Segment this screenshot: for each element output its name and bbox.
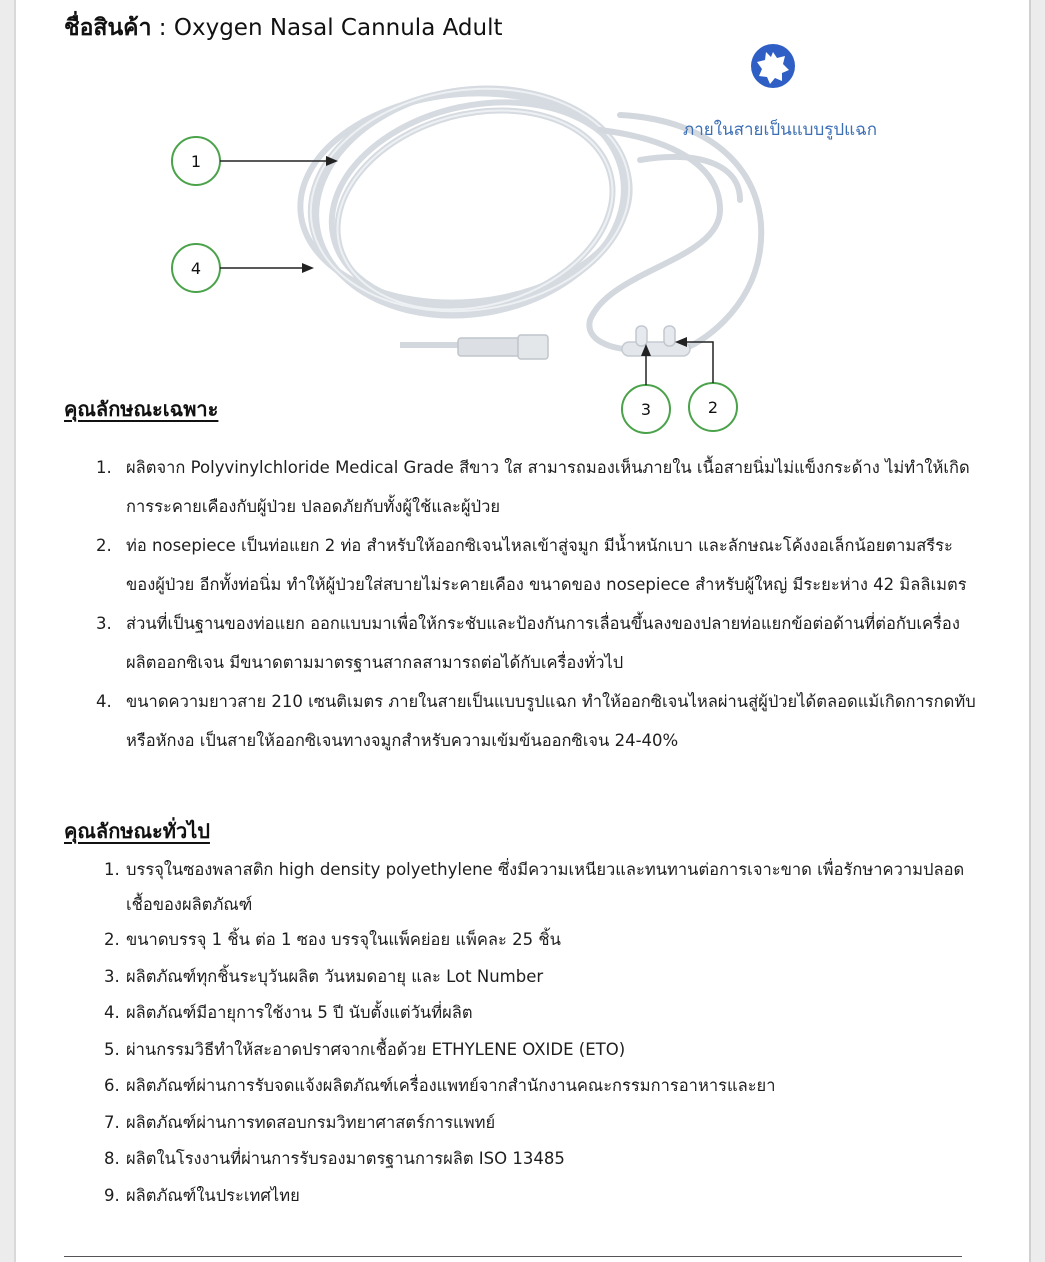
list-item [104,959,974,996]
list-item [104,1105,974,1142]
list-item [104,1032,974,1069]
callout-2-label: 2 [707,398,719,417]
oxygen-connector [400,335,548,359]
item-text: ผลิตในโรงงานที่ผ่านการรับรองมาตรฐานการผลิต ISO 13485 [126,1149,565,1168]
callout-3-label: 3 [640,400,652,419]
item-number: 5. [104,1039,120,1059]
list-item [96,682,976,760]
list-item [104,1068,974,1105]
title-separator: : [151,15,174,41]
item-text: ผลิตภัณฑ์ในประเทศไทย [126,1185,300,1205]
bottom-divider [64,1256,962,1257]
item-number: 1. [96,458,112,477]
callout-1-label: 1 [190,152,202,171]
item-number: 9. [104,1185,120,1205]
item-number: 6. [104,1076,120,1095]
item-number: 3. [104,966,120,986]
list-item [104,995,974,1032]
tubing-coil-highlight [296,69,644,339]
list-item [104,922,974,959]
list-item [104,1178,974,1215]
product-name: Oxygen Nasal Cannula Adult [173,15,503,41]
star-lumen-icon [751,44,795,88]
general-heading: คุณลักษณะทั่วไป [64,819,210,843]
title-label: ชื่อสินค้า [64,15,152,41]
item-text: ขนาดความยาวสาย 210 เซนติเมตร ภายในสายเป็นแบบรูปแฉก ทำให้ออกซิเจนไหลผ่านสู่ผู้ป่วยได้ตลอดแม้เกิดการกดทับหรือหักงอ เป็นสายให้ออกซิเจนทางจมูกสำหรับความเข้มข้นออกซิเจน 24-40% [126,692,976,750]
item-number: 2. [96,536,112,555]
item-text: บรรจุในซองพลาสติก high density polyethylene ซึ่งมีความเหนียวและทนทานต่อการเจาะขาด เพื่อรักษาความปลอดเชื้อของผลิตภัณฑ์ [126,860,965,914]
list-item [96,448,976,526]
item-text: ผ่านกรรมวิธีทำให้สะอาดปราศจากเชื้อด้วย ETHYLENE OXIDE (ETO) [126,1039,626,1059]
item-text: ผลิตภัณฑ์ผ่านการรับจดแจ้งผลิตภัณฑ์เครื่องแพทย์จากสำนักงานคณะกรรมการอาหารและยา [126,1076,776,1095]
item-text: ผลิตภัณฑ์ผ่านการทดสอบกรมวิทยาศาสตร์การแพทย์ [126,1112,496,1132]
item-number: 2. [104,930,120,949]
list-item [104,1141,974,1178]
callout-3 [622,344,670,433]
item-text: ผลิตภัณฑ์ทุกชิ้นระบุวันผลิต วันหมดอายุ และ Lot Number [126,966,544,986]
item-number: 7. [104,1112,120,1132]
item-number: 8. [104,1149,120,1168]
specific-list [96,448,976,760]
cannula-figure [0,0,1045,440]
specific-heading: คุณลักษณะเฉพาะ [64,397,219,421]
list-item [96,604,976,682]
item-text: ขนาดบรรจุ 1 ชิ้น ต่อ 1 ซอง บรรจุในแพ็คย่อย แพ็คละ 25 ชิ้น [126,930,561,949]
list-item [96,526,976,604]
item-number: 4. [104,1003,120,1022]
item-text: ท่อ nosepiece เป็นท่อแยก 2 ท่อ สำหรับให้ออกซิเจนไหลเข้าสู่จมูก มีน้ำหนักเบา และลักษณะโค้งงอเล็กน้อยตามสรีระของผู้ป่วย อีกทั้งท่อนิ่ม ทำให้ผู้ป่วยใส่สบายไม่ระคายเคือง ขนาดของ nosepiece สำหรับผู้ใหญ่ มีระยะห่าง 42 มิลลิเมตร [126,536,967,594]
item-number: 3. [96,614,112,633]
callout-4-label: 4 [190,259,202,278]
item-number: 4. [96,692,112,711]
tubing-coil [292,65,648,339]
lumen-caption: ภายในสายเป็นแบบรูปแฉก [682,120,878,140]
item-text: ผลิตจาก Polyvinylchloride Medical Grade สีขาว ใส สามารถมองเห็นภายใน เนื้อสายนิ่มไม่แข็งกระด้าง ไม่ทำให้เกิดการระคายเคืองกับผู้ป่วย ปลอดภัยกับทั้งผู้ใช้และผู้ป่วย [126,458,970,516]
general-list [104,852,974,1214]
item-number: 1. [104,860,120,879]
item-text: ส่วนที่เป็นฐานของท่อแยก ออกแบบมาเพื่อให้กระชับและป้องกันการเลื่อนขึ้นลงของปลายท่อแยกข้อต่อด้านที่ต่อกับเครื่องผลิตออกซิเจน มีขนาดตามมาตรฐานสากลสามารถต่อได้กับเครื่องทั่วไป [126,614,960,672]
item-text: ผลิตภัณฑ์มีอายุการใช้งาน 5 ปี นับตั้งแต่วันที่ผลิต [126,1003,473,1022]
list-item [104,852,974,922]
